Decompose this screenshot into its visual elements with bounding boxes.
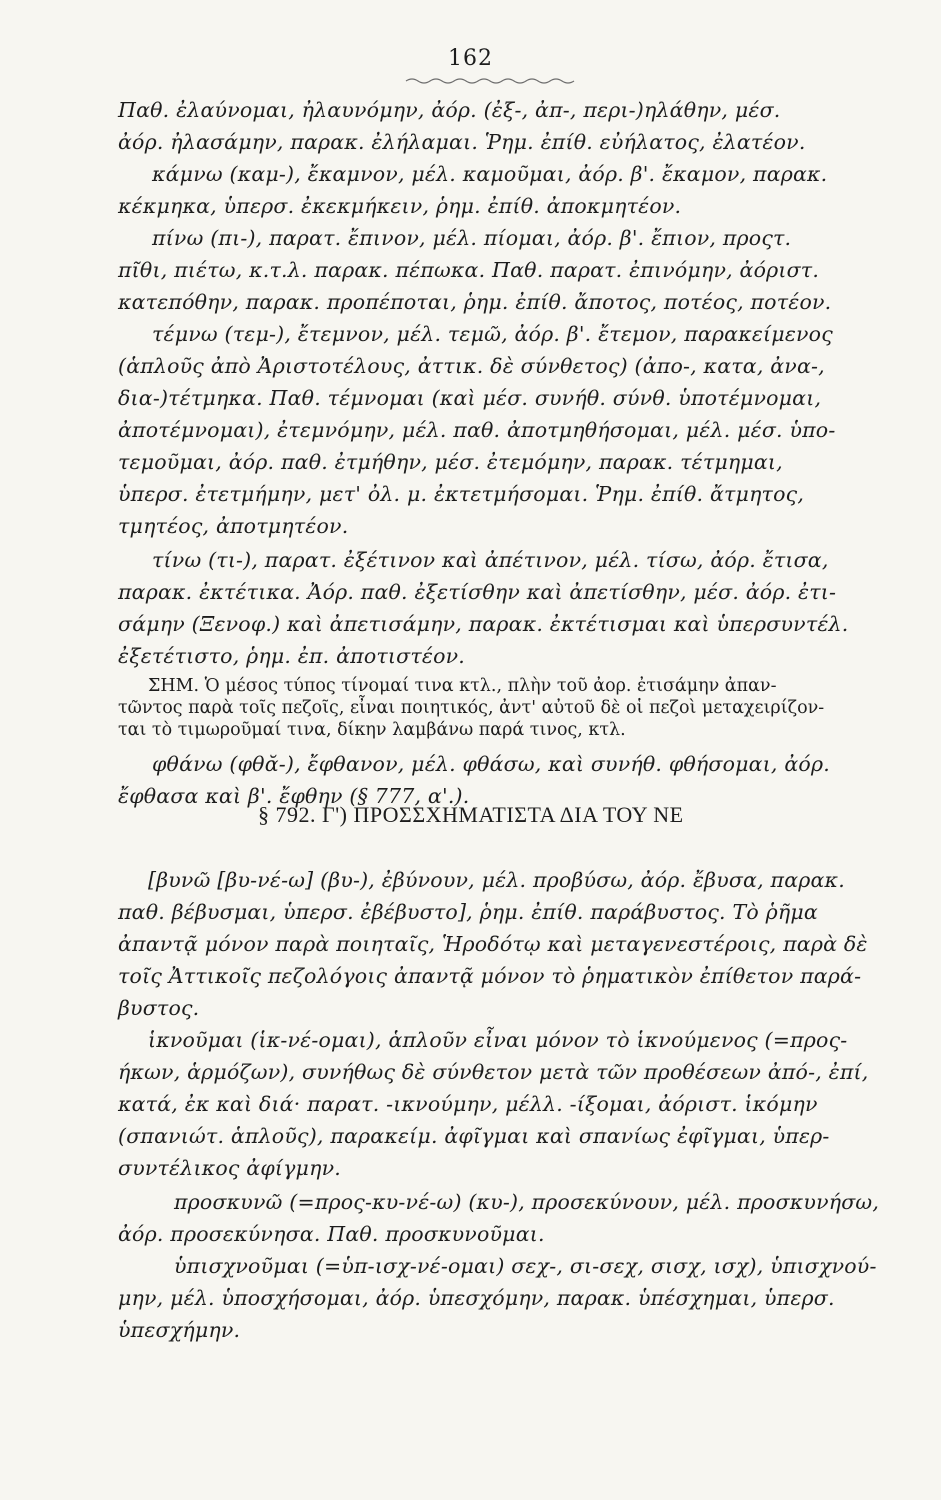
note-line: τῶντος παρὰ τοῖς πεζοῖς, εἶναι ποιητικός, ἀντ' αὐτοῦ δὲ οἱ πεζοὶ μεταχειρίζον-	[118, 698, 825, 718]
text-line: ἀόρ. προσεκύνησα. Παθ. προσκυνοῦμαι.	[118, 1222, 545, 1246]
text-line: κατεπόθην, παρακ. προπέποται, ῥημ. ἐπίθ. ἄποτος, ποτέος, ποτέον.	[118, 290, 832, 314]
text-line: (σπανιώτ. ἁπλοῦς), παρακείμ. ἀφῖγμαι καὶ σπανίως ἐφῖγμαι, ὑπερ-	[118, 1124, 830, 1148]
text-line: [βυνῶ [βυ-νέ-ω] (βυ-), ἐβύνουν, μέλ. προβύσω, ἀόρ. ἔβυσα, παρακ.	[148, 868, 845, 892]
text-line: ὑπεσχήμην.	[118, 1318, 241, 1342]
text-line: ἐξετέτιστο, ῥημ. ἐπ. ἀποτιστέον.	[118, 644, 466, 668]
text-line: κατά, ἐκ καὶ διά· παρατ. -ικνούμην, μέλλ. -ίξομαι, ἀόριστ. ἱκόμην	[118, 1092, 818, 1116]
text-line: παρακ. ἐκτέτικα. Ἀόρ. παθ. ἐξετίσθην καὶ ἀπετίσθην, μέσ. ἀόρ. ἐτι-	[118, 580, 837, 604]
text-line: τίνω (τι-), παρατ. ἐξέτινον καὶ ἀπέτινον, μέλ. τίσω, ἀόρ. ἔτισα,	[152, 548, 829, 572]
text-line: τεμοῦμαι, ἀόρ. παθ. ἐτμήθην, μέσ. ἐτεμόμην, παρακ. τέτμημαι,	[118, 450, 783, 474]
text-line: ὑπισχνοῦμαι (=ὑπ-ισχ-νέ-ομαι) σεχ-, σι-σεχ, σισχ, ισχ), ὑπισχνού-	[174, 1254, 877, 1278]
text-line: κάμνω (καμ-), ἔκαμνον, μέλ. καμοῦμαι, ἀόρ. β'. ἔκαμον, παρακ.	[152, 162, 828, 186]
text-line: πίνω (πι-), παρατ. ἔπινον, μέλ. πίομαι, ἀόρ. β'. ἔπιον, προςτ.	[152, 226, 792, 250]
text-line: ήκων, ἁρμόζων), συνήθως δὲ σύνθετον μετὰ τῶν προθέσεων ἀπό-, ἐπί,	[118, 1060, 869, 1084]
text-line: Παθ. ἐλαύνομαι, ἠλαυνόμην, ἀόρ. (ἐξ-, ἀπ-, περι-)ηλάθην, μέσ.	[118, 98, 781, 122]
text-line: τμητέος, ἀποτμητέον.	[118, 514, 349, 538]
text-line: ἀποτέμνομαι), ἐτεμνόμην, μέλ. παθ. ἀποτμηθήσομαι, μέλ. μέσ. ὑπο-	[118, 418, 836, 442]
note-line: ΣΗΜ. Ὁ μέσος τύπος τίνομαί τινα κτλ., πλὴν τοῦ ἀορ. ἐτισάμην ἀπαν-	[148, 676, 777, 696]
text-line: ἔφθασα καὶ β'. ἔφθην (§ 777, α'.).	[118, 784, 470, 808]
text-line: προσκυνῶ (=προς-κυ-νέ-ω) (κυ-), προσεκύνουν, μέλ. προσκυνήσω,	[174, 1190, 880, 1214]
ornament-rule	[404, 76, 580, 86]
text-line: δια-)τέτμηκα. Παθ. τέμνομαι (καὶ μέσ. συνήθ. σύνθ. ὑποτέμνομαι,	[118, 386, 822, 410]
text-line: πῖθι, πιέτω, κ.τ.λ. παρακ. πέπωκα. Παθ. παρατ. ἐπινόμην, ἀόριστ.	[118, 258, 820, 282]
text-line: σάμην (Ξενοφ.) καὶ ἀπετισάμην, παρακ. ἐκτέτισμαι καὶ ὑπερσυντέλ.	[118, 612, 849, 636]
text-line: συντέλικος ἀφίγμην.	[118, 1156, 341, 1180]
text-line: μην, μέλ. ὑποσχήσομαι, ἀόρ. ὑπεσχόμην, παρακ. ὑπέσχημαι, ὑπερσ.	[118, 1286, 835, 1310]
text-line: (ἁπλοῦς ἀπὸ Ἀριστοτέλους, ἀττικ. δὲ σύνθετος) (ἀπο-, κατα, ἀνα-,	[118, 354, 825, 378]
text-line: κέκμηκα, ὑπερσ. ἐκεκμήκειν, ῥημ. ἐπίθ. ἀποκμητέον.	[118, 194, 682, 218]
section-heading: § 792. Γ') ΠΡΟΣΣΧΗΜΑΤΙΣΤΑ ΔΙΑ ΤΟΥ ΝΕ	[258, 802, 684, 827]
text-line: βυστος.	[118, 996, 200, 1020]
text-line: παθ. βέβυσμαι, ὑπερσ. ἐβέβυστο], ῥημ. ἐπίθ. παράβυστος. Τὸ ῥῆμα	[118, 900, 818, 924]
text-line: ὑπερσ. ἐτετμήμην, μετ' ὀλ. μ. ἐκτετμήσομαι. Ῥημ. ἐπίθ. ἄτμητος,	[118, 482, 805, 506]
text-line: τοῖς Ἀττικοῖς πεζολόγοις ἀπαντᾷ μόνον τὸ ῥηματικὸν ἐπίθετον παρά-	[118, 964, 862, 988]
text-line: φθάνω (φθᾰ-), ἔφθανον, μέλ. φθάσω, καὶ συνήθ. φθήσομαι, ἀόρ.	[152, 752, 830, 776]
text-line: ἀπαντᾷ μόνον παρὰ ποιηταῖς, Ἡροδότῳ καὶ μεταγενεστέροις, παρὰ δὲ	[118, 932, 868, 956]
text-line: ἀόρ. ἠλασάμην, παρακ. ἐλήλαμαι. Ῥημ. ἐπίθ. εὐήλατος, ἐλατέον.	[118, 130, 806, 154]
text-line: τέμνω (τεμ-), ἔτεμνον, μέλ. τεμῶ, ἀόρ. β'. ἔτεμον, παρακείμενος	[152, 322, 833, 346]
page-number: 162	[448, 46, 493, 71]
text-line: ἱκνοῦμαι (ἱκ-νέ-ομαι), ἁπλοῦν εἶναι μόνον τὸ ἱκνούμενος (=προς-	[148, 1028, 848, 1052]
note-line: ται τὸ τιμωροῦμαί τινα, δίκην λαμβάνω παρά τινος, κτλ.	[118, 720, 626, 740]
